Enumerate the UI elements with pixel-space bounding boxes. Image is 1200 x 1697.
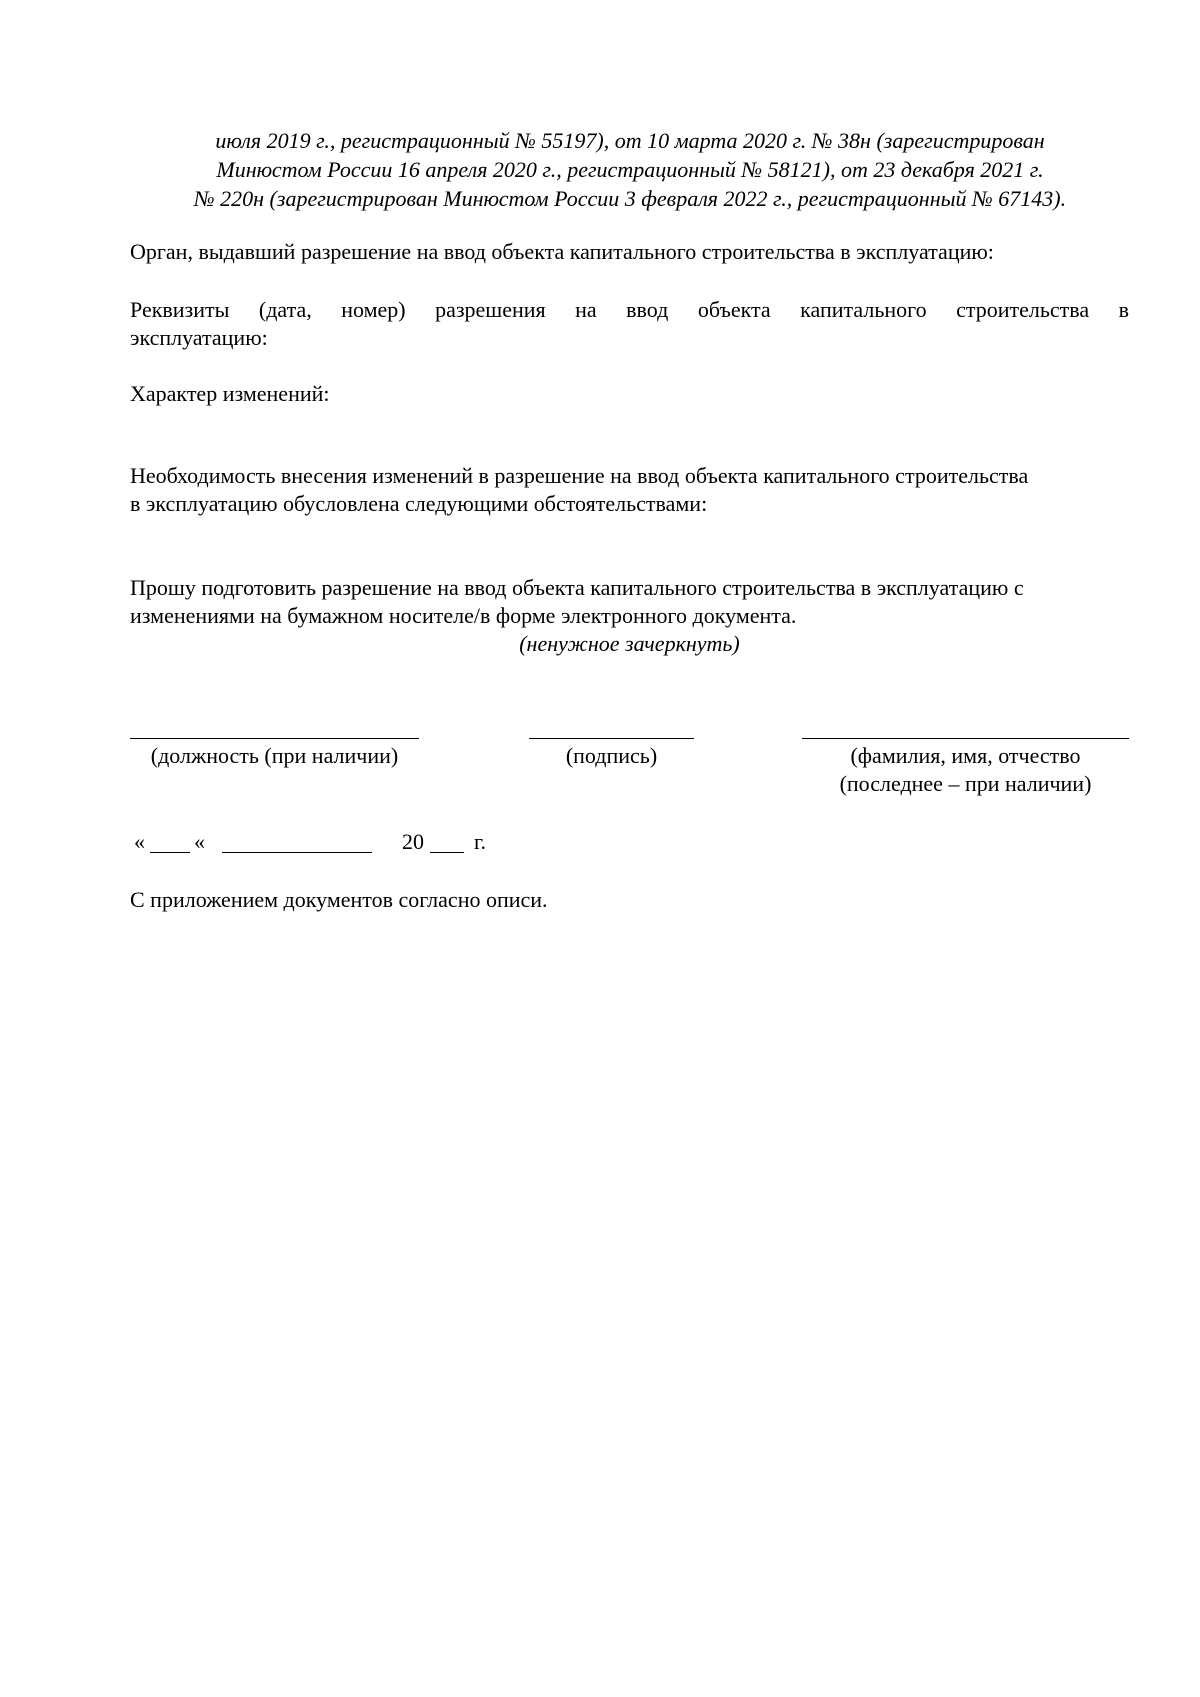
legal-reference-note <box>130 126 1130 213</box>
day-blank <box>150 852 190 853</box>
change-reason-paragraph: Необходимость внесения изменений в разрешение на ввод объекта капитального строительства в эксплуатацию обусловлена следующими обстоятельствами: <box>130 463 1029 516</box>
strike-out-note: (ненужное зачеркнуть) <box>519 631 740 656</box>
position-signature-line <box>130 738 419 739</box>
changes-nature-label: Характер изменений: <box>130 381 330 406</box>
year-prefix: 20 <box>402 829 424 854</box>
request-paragraph: Прошу подготовить разрешение на ввод объекта капитального строительства в эксплуатацию с изменениями на бумажном носителе/в форме электронного документа. <box>130 575 1024 628</box>
sign-signature-line <box>529 738 694 739</box>
name-signature-line <box>802 738 1129 739</box>
year-blank <box>430 852 464 853</box>
legal-reference-line-3: № 220н (зарегистрирован Минюстом России 3 февраля 2022 г., регистрационный № 67143). <box>193 186 1067 211</box>
date-open-quote: « <box>134 829 145 854</box>
attachments-note: С приложением документов согласно описи. <box>130 887 548 912</box>
month-blank <box>222 852 372 853</box>
position-caption: (должность (при наличии) <box>150 743 399 768</box>
name-caption-line-2: (последнее – при наличии) <box>839 771 1092 796</box>
date-close-quote: « <box>194 829 205 854</box>
permit-details-label: Реквизиты (дата, номер) разрешения на ввод объекта капитального строительства в эксплуатацию: <box>130 297 1129 350</box>
issuing-body-label: Орган, выдавший разрешение на ввод объекта капитального строительства в эксплуатацию: <box>130 239 994 264</box>
sign-caption: (подпись) <box>565 743 658 768</box>
name-caption-line-1: (фамилия, имя, отчество <box>850 743 1081 768</box>
date-line <box>130 828 530 858</box>
year-suffix: г. <box>474 829 487 854</box>
legal-reference-line-2: Минюстом России 16 апреля 2020 г., регистрационный № 58121), от 23 декабря 2021 г. <box>216 157 1044 182</box>
legal-reference-line-1: июля 2019 г., регистрационный № 55197), от 10 марта 2020 г. № 38н (зарегистрирован <box>215 128 1045 153</box>
